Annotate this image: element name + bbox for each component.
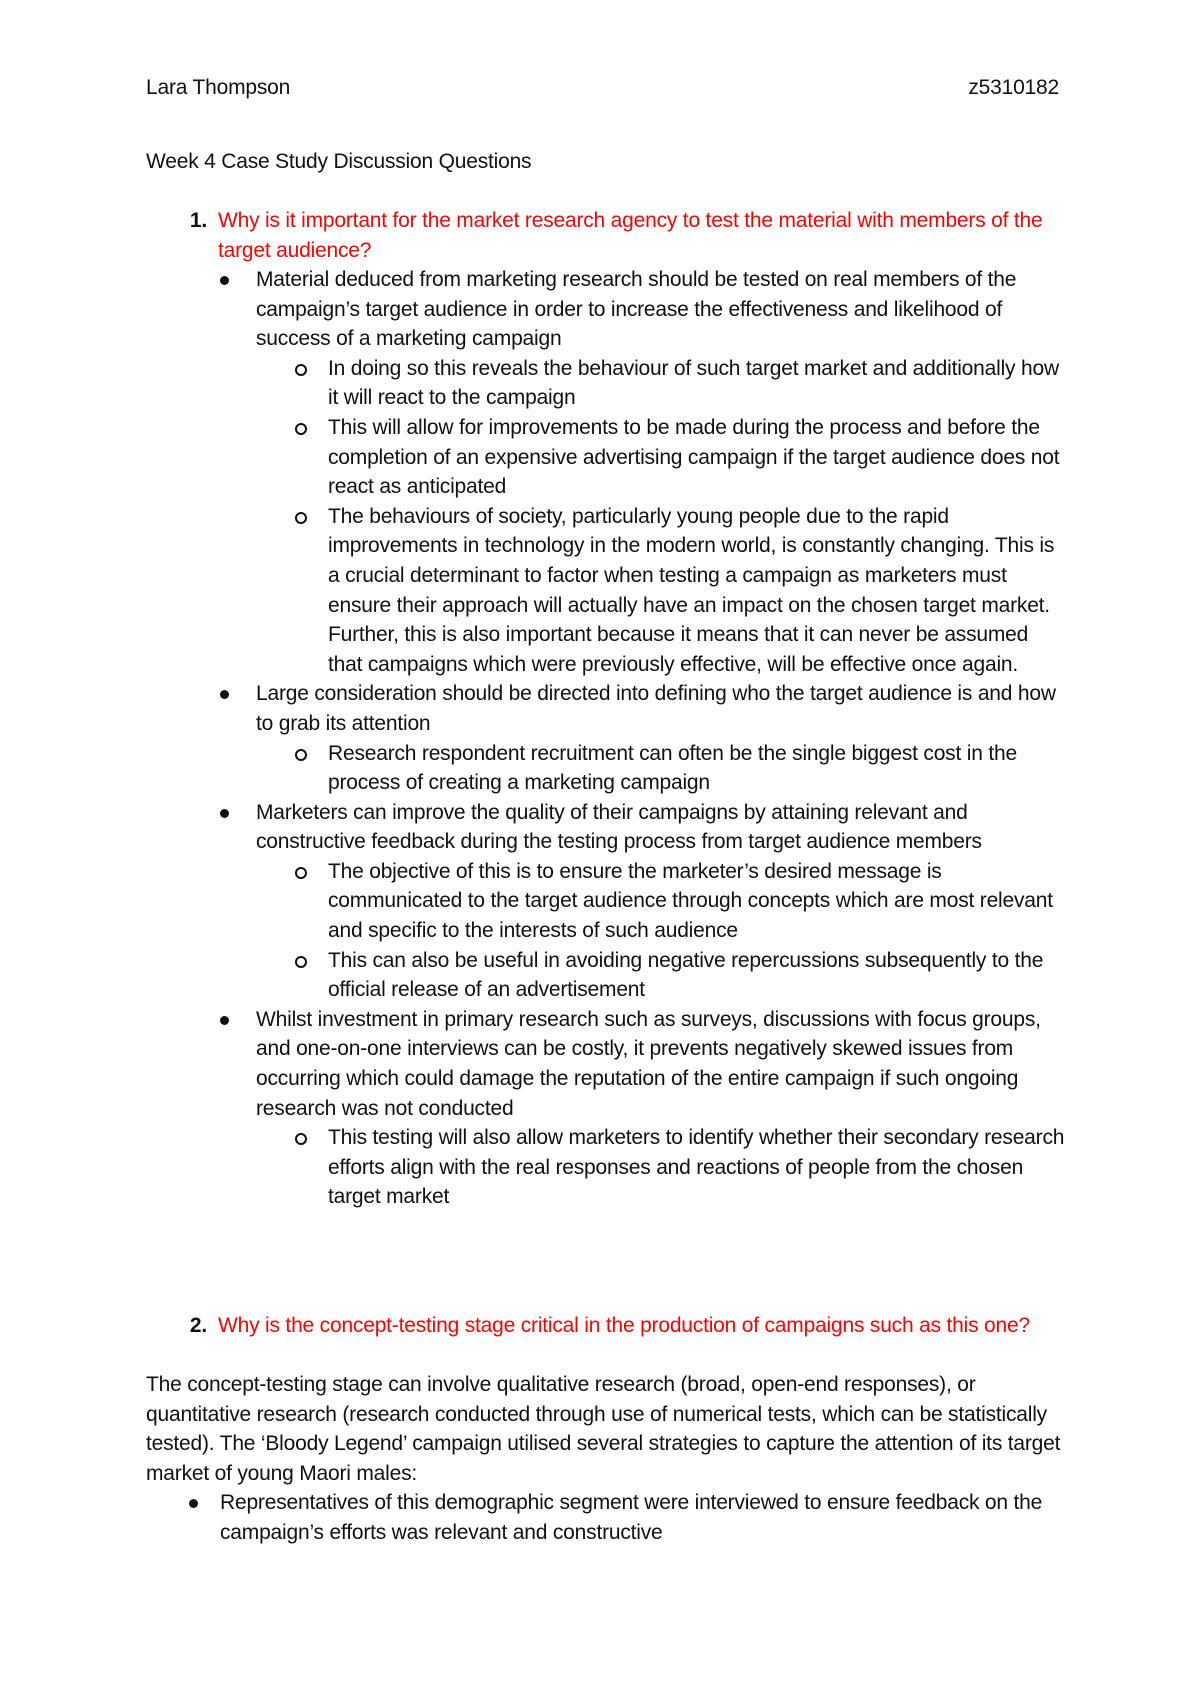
question-text: Why is it important for the market research agency to test the material with members of the target audience? <box>218 209 1043 262</box>
sub-list <box>256 857 1066 1005</box>
question-text: Why is the concept-testing stage critical in the production of campaigns such as this one? <box>218 1314 1030 1337</box>
bullet-circle-icon <box>295 1133 307 1145</box>
list-item <box>214 679 1066 797</box>
answer-1-list <box>214 265 1066 1212</box>
bullet-dot-icon <box>220 276 229 285</box>
list-item-text: Marketers can improve the quality of their campaigns by attaining relevant and constructive feedback during the testing process from target audience members <box>256 800 982 854</box>
bullet-circle-icon <box>295 749 307 761</box>
bullet-circle-icon <box>295 423 307 435</box>
list-item-text: Whilst investment in primary research such as surveys, discussions with focus groups, and one-on-one interviews can be costly, it prevents negatively skewed issues from occurring which could damage the reputation of the entire campaign if such ongoing research was not conducted <box>256 1007 1041 1120</box>
sub-list-item-text: The behaviours of society, particularly young people due to the rapid improvements in technology in the modern world, is constantly changing. This is a crucial determinant to factor when testing a campaign as marketers must ensure their approach will actually have an impact on the chosen target market. Further, this is also important because it means that it can never be assumed that campaigns which were previously effective, will be effective once again. <box>328 504 1055 676</box>
sub-list-item <box>256 946 1066 1005</box>
sub-list <box>256 1123 1066 1212</box>
list-item <box>214 1005 1066 1212</box>
question-number: 2. <box>189 1314 207 1337</box>
bullet-dot-icon <box>189 1499 198 1508</box>
sub-list <box>256 354 1066 680</box>
student-id: z5310182 <box>968 76 1059 99</box>
list-item <box>214 265 1066 679</box>
document-title: Week 4 Case Study Discussion Questions <box>146 150 532 173</box>
sub-list-item-text: This can also be useful in avoiding negative repercussions subsequently to the official release of an advertisement <box>328 948 1044 1002</box>
list-item <box>214 798 1066 1005</box>
sub-list-item-text: Research respondent recruitment can often be the single biggest cost in the process of creating a marketing campaign <box>328 741 1017 795</box>
question-number: 1. <box>189 209 207 232</box>
bullet-circle-icon <box>295 956 307 968</box>
list-item <box>178 1488 1058 1547</box>
bullet-dot-icon <box>220 809 229 818</box>
bullet-circle-icon <box>295 867 307 879</box>
list-item-text: Large consideration should be directed into defining who the target audience is and how to grab its attention <box>256 682 1056 735</box>
sub-list-item <box>256 413 1066 502</box>
sub-list-item <box>256 857 1066 946</box>
list-item-text: Representatives of this demographic segment were interviewed to ensure feedback on the campaign’s efforts was relevant and constructive <box>220 1491 1043 1544</box>
sub-list-item <box>256 1123 1066 1212</box>
sub-list-item-text: The objective of this is to ensure the marketer’s desired message is communicated to the target audience through concepts which are most relevant and specific to the interests of such audience <box>328 859 1053 943</box>
bullet-dot-icon <box>220 690 229 699</box>
bullet-dot-icon <box>220 1016 229 1025</box>
sub-list-item-text: This will allow for improvements to be made during the process and before the completion of an expensive advertising campaign if the target audience does not react as anticipated <box>328 415 1060 499</box>
question-2 <box>146 1311 1066 1341</box>
author-name: Lara Thompson <box>146 76 291 99</box>
question-1 <box>146 206 1066 265</box>
answer-2-paragraph: The concept-testing stage can involve qualitative research (broad, open-end responses), or quantitative research (research conducted through use of numerical tests, which can be statistically tested). The ‘Bloody Legend’ campaign utilised several strategies to capture the attention of its target market of young Maori males: <box>146 1373 1061 1485</box>
sub-list-item <box>256 502 1066 680</box>
sub-list-item-text: This testing will also allow marketers to identify whether their secondary research efforts align with the real responses and reactions of people from the chosen target market <box>328 1126 1065 1209</box>
sub-list-item <box>256 739 1066 798</box>
list-item-text: Material deduced from marketing research should be tested on real members of the campaign’s target audience in order to increase the effectiveness and likelihood of success of a marketing campaign <box>256 268 1017 351</box>
sub-list-item <box>256 354 1066 413</box>
answer-2-list <box>178 1488 1058 1547</box>
sub-list <box>256 739 1066 798</box>
bullet-circle-icon <box>295 512 307 524</box>
sub-list-item-text: In doing so this reveals the behaviour of such target market and additionally how it will react to the campaign <box>328 356 1059 410</box>
bullet-circle-icon <box>295 364 307 376</box>
